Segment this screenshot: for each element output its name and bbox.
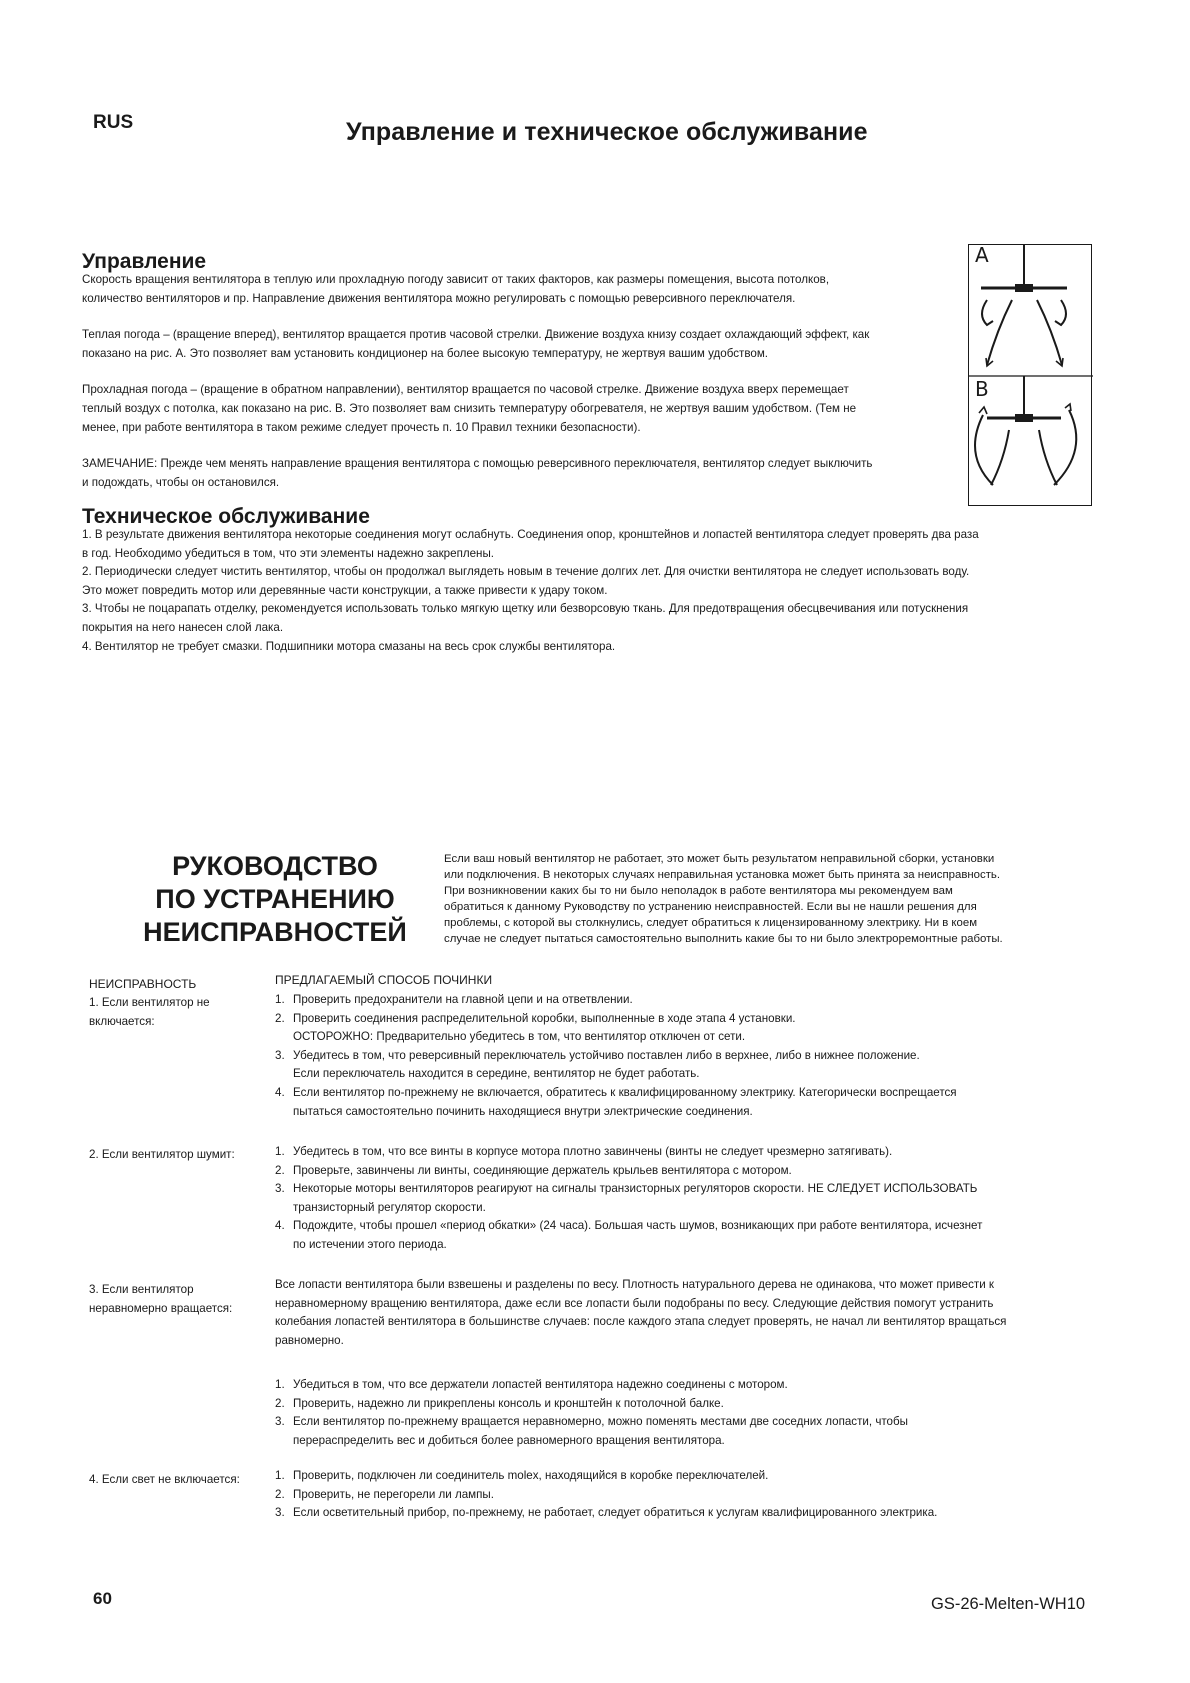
control-p3-line: менее, при работе вентилятора в таком режиме следует прочесть п. 10 Правил техники безопасности). bbox=[82, 420, 641, 434]
list-item: 1. Проверить предохранители на главной цепи и на ответвлении. bbox=[275, 993, 633, 1006]
maintenance-section bbox=[82, 526, 1087, 656]
column-header-problem: НЕИСПРАВНОСТЬ bbox=[89, 977, 197, 991]
control-p1-line: количество вентиляторов и пр. Направление движения вентилятора можно регулировать с помощью реверсивного переключателя. bbox=[82, 291, 796, 305]
control-p3-line: теплый воздух с потолка, как показано на рис. В. Это позволяет вам снизить температуру обогревателя, не жертвуя вашим удобством. (Тем не bbox=[82, 401, 857, 415]
intro-line: проблемы, с которой вы столкнулись, следует обратиться к лицензированному электрику. Ни в коем bbox=[444, 917, 978, 930]
control-p2-line: Теплая погода – (вращение вперед), вентилятор вращается против часовой стрелки. Движение воздуха книзу создает охлаждающий эффект, как bbox=[82, 328, 870, 342]
fix-1 bbox=[275, 991, 1095, 1121]
list-item: 2. Проверьте, завинчены ли винты, соединяющие держатель крыльев вентилятора с мотором. bbox=[275, 1163, 792, 1177]
fan-diagram-svg bbox=[969, 245, 1093, 507]
problem-line: неравномерно вращается: bbox=[89, 1301, 233, 1315]
list-item: 3. Убедитесь в том, что реверсивный переключатель устойчиво поставлен либо в верхнее, либо в нижнее положение. Если переключатель находится в середине, вентилятор не будет работать. bbox=[275, 1048, 920, 1081]
problem-line: 3. Если вентилятор bbox=[89, 1283, 194, 1296]
intro-line: Если ваш новый вентилятор не работает, это может быть результатом неправильной сборки, установки bbox=[444, 853, 995, 865]
column-header-fix: ПРЕДЛАГАЕМЫЙ СПОСОБ ПОЧИНКИ bbox=[275, 973, 493, 987]
maintenance-line: 1. В результате движения вентилятора некоторые соединения могут ослабнуть. Соединения опор, кронштейнов и лопастей вентилятора следует проверять два раза bbox=[82, 528, 979, 541]
intro-line: или подключения. В некоторых случаях неправильная установка может быть принята за неисправность. bbox=[444, 869, 1001, 882]
control-p1-line: Скорость вращения вентилятора в теплую или прохладную погоду зависит от таких факторов, как размеры помещения, высота потолков, bbox=[82, 273, 830, 286]
troubleshooting-intro bbox=[444, 851, 1084, 948]
fan-b-illustration bbox=[975, 376, 1076, 485]
maintenance-line: 3. Чтобы не поцарапать отделку, рекомендуется использовать только мягкую щетку или безворсовую ткань. Для предотвращения обесцвечивания или потускнения bbox=[82, 602, 969, 616]
language-code: RUS bbox=[93, 112, 134, 133]
list-item: 1. Убедиться в том, что все держатели лопастей вентилятора надежно соединены с мотором. bbox=[275, 1378, 788, 1391]
fix-3 bbox=[275, 1376, 1095, 1450]
intro-line: случае не следует пытаться самостоятельно выполнить какие бы то ни было электроремонтные работы. bbox=[444, 933, 1003, 946]
page-title: Управление и техническое обслуживание bbox=[346, 118, 868, 146]
control-section bbox=[82, 271, 962, 492]
intro-line: При возникновении каких бы то ни было неполадок в работе вентилятора мы рекомендуем вам bbox=[444, 885, 953, 898]
problem-line: 4. Если свет не включается: bbox=[89, 1473, 240, 1486]
fan-direction-figure bbox=[968, 244, 1092, 506]
problem-line: 2. Если вентилятор шумит: bbox=[89, 1148, 235, 1161]
list-item: 2. Проверить соединения распределительной коробки, выполненные в ходе этапа 4 установки. ОСТОРОЖНО: Предварительно убедитесь в том, что вентилятор отключен от сети. bbox=[275, 1011, 796, 1044]
list-item: 4. Подождите, чтобы прошел «период обкатки» (24 часа). Большая часть шумов, возникающих при работе вентилятора, исчезнет по истечении этого периода. bbox=[275, 1219, 983, 1251]
maintenance-heading: Техническое обслуживание bbox=[82, 505, 370, 528]
figure-label-b: B bbox=[975, 377, 989, 401]
fix-2 bbox=[275, 1143, 1095, 1255]
maintenance-line: покрытия на него нанесен слой лака. bbox=[82, 620, 284, 634]
fan-a-illustration bbox=[981, 245, 1067, 366]
page-number: 60 bbox=[93, 1589, 112, 1608]
list-item: 1. Убедитесь в том, что все винты в корпусе мотора плотно завинчены (винты не следует чрезмерно затягивать). bbox=[275, 1145, 893, 1158]
figure-label-a: A bbox=[975, 243, 989, 267]
list-item: 2. Проверить, надежно ли прикреплены консоль и кронштейн к потолочной балке. bbox=[275, 1396, 724, 1410]
problem-line: включается: bbox=[89, 1014, 155, 1028]
troubleshooting-title-line: РУКОВОДСТВО bbox=[172, 851, 378, 881]
troubleshooting-title-line: НЕИСПРАВНОСТЕЙ bbox=[143, 917, 407, 947]
model-code: GS-26-Melten-WH10 bbox=[931, 1595, 1086, 1613]
fix-text-line: колебания лопастей вентилятора в большинстве случаев: после каждого этапа следует проверять, не начал ли вентилятор вращаться bbox=[275, 1315, 1007, 1329]
list-item: 3. Если осветительный прибор, по-прежнему, не работает, следует обратиться к услугам квалифицированного электрика. bbox=[275, 1506, 938, 1520]
maintenance-line: Это может повредить мотор или деревянные части конструкции, а также привести к удару током. bbox=[82, 583, 608, 597]
maintenance-line: в год. Необходимо убедиться в том, что эти элементы надежно закреплены. bbox=[82, 546, 495, 560]
troubleshooting-title-line: ПО УСТРАНЕНИЮ bbox=[155, 884, 395, 914]
problem-2 bbox=[89, 1146, 254, 1165]
fix-text-line: равномерно. bbox=[275, 1333, 344, 1347]
problem-4 bbox=[89, 1471, 254, 1490]
intro-line: обратиться к данному Руководству по устранению неисправностей. Если вы не нашли решения для bbox=[444, 901, 977, 914]
list-item: 3. Если вентилятор по-прежнему вращается неравномерно, можно поменять местами две соседних лопасти, чтобы перераспределить вес и добиться более равномерного вращения вентилятора. bbox=[275, 1415, 908, 1447]
fix-text-line: неравномерному вращению вентилятора, даже если все лопасти были подобраны по весу. Следующие действия помогут устранить bbox=[275, 1296, 994, 1310]
fix-4 bbox=[275, 1467, 1095, 1523]
list-item: 3. Некоторые моторы вентиляторов реагируют на сигналы транзисторных регуляторов скорости. НЕ СЛЕДУЕТ ИСПОЛЬЗОВАТЬ транзисторный регулятор скорости. bbox=[275, 1182, 978, 1214]
troubleshooting-title bbox=[130, 850, 420, 949]
control-heading: Управление bbox=[82, 250, 207, 273]
fix-text-line: Все лопасти вентилятора были взвешены и разделены по весу. Плотность натурального дерева не одинакова, что может привести к bbox=[275, 1278, 994, 1291]
maintenance-line: 4. Вентилятор не требует смазки. Подшипники мотора смазаны на весь срок службы вентилятора. bbox=[82, 639, 616, 653]
list-item: 4. Если вентилятор по-прежнему не включается, обратитесь к квалифицированному электрику. Категорически воспрещается пытаться самостоятельно починить находящиеся внутри электрические соединения. bbox=[275, 1085, 957, 1118]
control-p3-line: Прохладная погода – (вращение в обратном направлении), вентилятор вращается по часовой стрелке. Движение воздуха вверх перемещает bbox=[82, 383, 849, 397]
control-note-line: ЗАМЕЧАНИЕ: Прежде чем менять направление вращения вентилятора с помощью реверсивного переключателя, вентилятор следует выключить bbox=[82, 457, 873, 471]
problem-1 bbox=[89, 994, 254, 1031]
fix-3-text bbox=[275, 1276, 1095, 1350]
control-note-line: и подождать, чтобы он остановился. bbox=[82, 475, 280, 489]
problem-line: 1. Если вентилятор не bbox=[89, 996, 210, 1009]
control-p2-line: показано на рис. А. Это позволяет вам установить кондиционер на более высокую температуру, не жертвуя вашим удобством. bbox=[82, 346, 769, 360]
maintenance-line: 2. Периодически следует чистить вентилятор, чтобы он продолжал выглядеть новым в течение долгих лет. Для очистки вентилятора не следует использовать воду. bbox=[82, 565, 970, 579]
list-item: 2. Проверить, не перегорели ли лампы. bbox=[275, 1487, 494, 1501]
list-item: 1. Проверить, подключен ли соединитель molex, находящийся в коробке переключателей. bbox=[275, 1469, 769, 1482]
problem-3 bbox=[89, 1281, 254, 1318]
